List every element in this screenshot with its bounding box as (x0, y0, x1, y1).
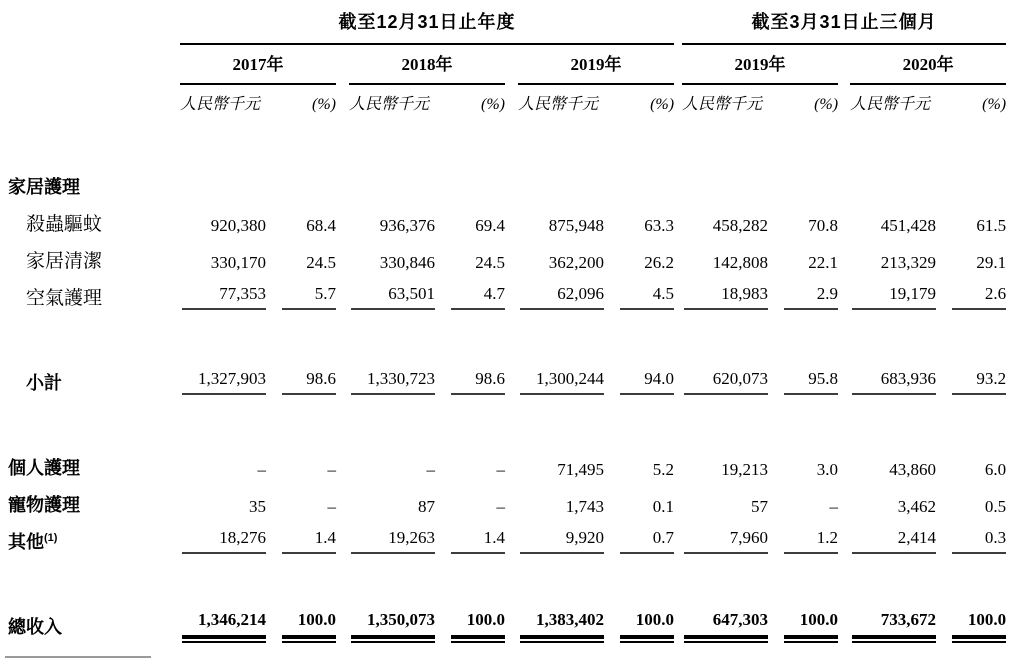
value-cell: 71,495 (557, 460, 604, 479)
percent-label: (%) (814, 96, 839, 113)
value-cell: 142,808 (712, 253, 769, 272)
percent-cell (266, 116, 336, 199)
year-header-2020-q1: 2020年 (850, 44, 1006, 84)
revenue-breakdown-table (8, 0, 1006, 639)
group-gap (674, 0, 682, 44)
year-header-2018: 2018年 (349, 44, 505, 84)
percent-cell: – (327, 460, 336, 479)
table-row (8, 236, 1006, 273)
group-gap (674, 116, 682, 199)
year-header-2017: 2017年 (180, 44, 336, 84)
row-label: 家居清潔 (26, 251, 103, 272)
percent-cell: – (496, 497, 505, 516)
group-gap (336, 116, 349, 199)
group-gap (674, 199, 682, 236)
table-row (8, 602, 1006, 639)
percent-label: (%) (481, 96, 505, 113)
percent-cell: 1.2 (768, 517, 838, 554)
percent-cell: 26.2 (644, 253, 675, 272)
value-cell: 683,936 (850, 358, 936, 395)
percent-cell (936, 116, 1006, 199)
value-cell: 330,170 (210, 253, 266, 272)
percent-cell: 2.6 (936, 273, 1006, 310)
table-row (8, 273, 1006, 310)
value-cell: 18,983 (682, 273, 768, 310)
period-header-three-months: 截至3月31日止三個月 (682, 0, 1006, 44)
percent-cell: 70.8 (808, 216, 839, 235)
rmb-thousand-label: 人民幣千元 (682, 96, 763, 113)
group-gap (674, 480, 682, 517)
percent-label: (%) (982, 96, 1007, 113)
group-gap (336, 199, 349, 236)
year-header-2019-q1: 2019年 (682, 44, 838, 84)
value-cell: 451,428 (880, 216, 937, 235)
value-cell: 213,329 (880, 253, 937, 272)
row-label: 寵物護理 (8, 495, 80, 515)
value-cell: 330,846 (379, 253, 435, 272)
table-row (8, 358, 1006, 395)
group-gap (505, 116, 518, 199)
percent-cell: 24.5 (475, 253, 505, 272)
value-cell: 458,282 (712, 216, 769, 235)
row-label: 小計 (26, 373, 62, 393)
percent-cell: – (496, 460, 505, 479)
percent-cell: 3.0 (816, 460, 839, 479)
table-row (8, 554, 1006, 602)
spacer-row-cell (8, 310, 1006, 358)
table-row (8, 116, 1006, 199)
value-cell: 57 (751, 497, 769, 516)
percent-cell: 0.5 (984, 497, 1007, 516)
value-cell: 18,276 (180, 517, 266, 554)
percent-cell: 1.4 (266, 517, 336, 554)
unit-header (682, 84, 838, 116)
group-gap (838, 273, 850, 310)
percent-cell: 0.3 (936, 517, 1006, 554)
value-cell: 920,380 (210, 216, 266, 235)
value-cell: 63,501 (349, 273, 435, 310)
row-label: 其他$^{(1)}$ (8, 532, 58, 552)
group-gap (838, 358, 850, 395)
value-cell: 1,350,073 (349, 602, 435, 639)
percent-cell: – (327, 497, 336, 516)
unit-header (180, 84, 336, 116)
group-gap (838, 116, 850, 199)
value-cell: 7,960 (682, 517, 768, 554)
percent-cell: 22.1 (808, 253, 839, 272)
group-gap (838, 199, 850, 236)
value-cell (180, 116, 266, 199)
group-gap (336, 602, 349, 639)
value-cell: 1,383,402 (518, 602, 604, 639)
value-cell: 733,672 (850, 602, 936, 639)
group-gap (674, 236, 682, 273)
unit-header (518, 84, 674, 116)
group-gap (505, 517, 518, 554)
row-label: 空氣護理 (26, 288, 103, 309)
value-cell: 87 (418, 497, 435, 516)
table-row (8, 199, 1006, 236)
percent-cell: 94.0 (604, 358, 674, 395)
group-gap (505, 602, 518, 639)
value-cell: 620,073 (682, 358, 768, 395)
value-cell: 43,860 (889, 460, 937, 479)
percent-cell: 69.4 (475, 216, 505, 235)
value-cell: 77,353 (180, 273, 266, 310)
group-gap (336, 273, 349, 310)
value-cell: 1,743 (565, 497, 604, 516)
group-gap (505, 358, 518, 395)
value-cell: – (426, 460, 435, 479)
value-cell: 875,948 (548, 216, 604, 235)
group-gap (674, 358, 682, 395)
percent-cell: 100.0 (604, 602, 674, 639)
rmb-thousand-label: 人民幣千元 (180, 96, 261, 113)
percent-cell: 93.2 (936, 358, 1006, 395)
value-cell (850, 116, 936, 199)
value-cell: 2,414 (850, 517, 936, 554)
row-label: 殺蟲驅蚊 (26, 214, 103, 235)
year-header-2019: 2019年 (518, 44, 674, 84)
percent-cell: 98.6 (435, 358, 505, 395)
value-cell: 19,179 (850, 273, 936, 310)
percent-cell: 0.7 (604, 517, 674, 554)
rmb-thousand-label: 人民幣千元 (850, 96, 931, 113)
percent-cell: 4.7 (435, 273, 505, 310)
group-gap (336, 358, 349, 395)
percent-cell: – (829, 497, 839, 516)
percent-cell: 100.0 (266, 602, 336, 639)
value-cell (518, 116, 604, 199)
percent-cell: 95.8 (768, 358, 838, 395)
percent-cell: 24.5 (306, 253, 336, 272)
percent-cell (768, 116, 838, 199)
spacer-row-cell (8, 395, 1006, 443)
group-gap (336, 480, 349, 517)
row-label: 家居護理 (8, 177, 80, 197)
table-body (8, 116, 1006, 639)
value-cell: – (257, 460, 266, 479)
value-cell: 35 (249, 497, 266, 516)
group-gap (838, 443, 850, 480)
value-cell: 1,330,723 (349, 358, 435, 395)
percent-cell: 100.0 (435, 602, 505, 639)
percent-cell: 29.1 (976, 253, 1007, 272)
percent-cell: 100.0 (768, 602, 838, 639)
footnote-divider (5, 656, 151, 658)
group-gap (674, 273, 682, 310)
unit-header (349, 84, 505, 116)
group-gap (838, 236, 850, 273)
value-cell: 1,327,903 (180, 358, 266, 395)
rmb-thousand-label: 人民幣千元 (349, 96, 430, 113)
row-label: 個人護理 (8, 458, 80, 478)
table-row (8, 517, 1006, 554)
table-row (8, 395, 1006, 443)
value-cell: 62,096 (518, 273, 604, 310)
group-gap (838, 480, 850, 517)
value-cell: 936,376 (379, 216, 435, 235)
group-gap (505, 199, 518, 236)
value-cell: 19,263 (349, 517, 435, 554)
percent-cell: 5.2 (652, 460, 675, 479)
value-cell: 647,303 (682, 602, 768, 639)
group-gap (838, 602, 850, 639)
percent-cell: 6.0 (984, 460, 1007, 479)
group-gap (505, 480, 518, 517)
percent-cell: 5.7 (266, 273, 336, 310)
group-gap (336, 443, 349, 480)
percent-cell: 61.5 (976, 216, 1007, 235)
period-header-annual: 截至12月31日止年度 (180, 0, 674, 44)
table-row (8, 480, 1006, 517)
percent-cell (604, 116, 674, 199)
percent-cell: 4.5 (604, 273, 674, 310)
group-gap (505, 236, 518, 273)
group-gap (674, 517, 682, 554)
percent-cell (435, 116, 505, 199)
percent-cell: 2.9 (768, 273, 838, 310)
value-cell: 3,462 (897, 497, 937, 516)
value-cell (682, 116, 768, 199)
group-gap (838, 517, 850, 554)
row-label: 總收入 (8, 617, 62, 637)
spacer-row-cell (8, 554, 1006, 602)
value-cell: 362,200 (548, 253, 604, 272)
group-gap (505, 443, 518, 480)
table-row (8, 310, 1006, 358)
table-row (8, 443, 1006, 480)
value-cell: 1,346,214 (180, 602, 266, 639)
footnote-marker: (1) (44, 532, 58, 544)
value-cell: 19,213 (721, 460, 769, 479)
percent-cell: 0.1 (652, 497, 675, 516)
group-gap (674, 443, 682, 480)
group-gap (674, 602, 682, 639)
group-gap (505, 273, 518, 310)
percent-cell: 63.3 (644, 216, 675, 235)
value-cell (349, 116, 435, 199)
percent-cell: 100.0 (936, 602, 1006, 639)
group-gap (336, 517, 349, 554)
value-cell: 9,920 (518, 517, 604, 554)
value-cell: 1,300,244 (518, 358, 604, 395)
percent-cell: 68.4 (306, 216, 336, 235)
rmb-thousand-label: 人民幣千元 (518, 96, 599, 113)
percent-label: (%) (312, 96, 336, 113)
header-corner-blank (8, 0, 180, 44)
unit-header (850, 84, 1006, 116)
percent-cell: 98.6 (266, 358, 336, 395)
percent-cell: 1.4 (435, 517, 505, 554)
group-gap (336, 236, 349, 273)
percent-label: (%) (650, 96, 675, 113)
